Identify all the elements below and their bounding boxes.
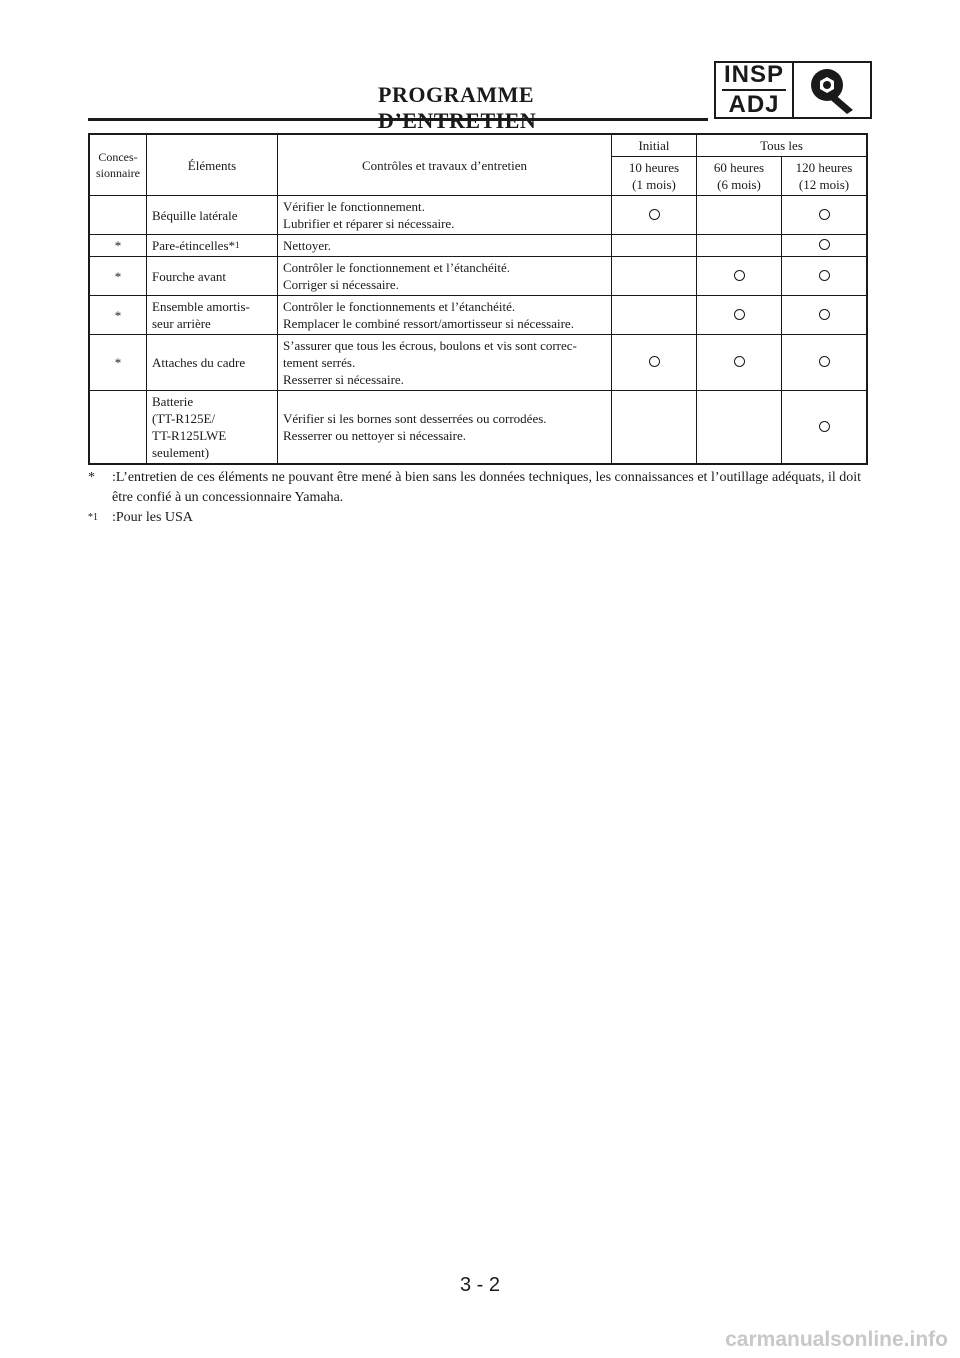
circle-mark-icon — [819, 209, 830, 220]
interval-cell-3 — [782, 196, 868, 235]
item-cell — [147, 196, 278, 235]
interval-cell-2 — [697, 391, 782, 465]
interval-cell-1 — [612, 335, 697, 391]
page-number: 3 - 2 — [459, 1274, 501, 1296]
circle-mark-icon — [819, 356, 830, 367]
table-row — [89, 257, 867, 296]
footnote-symbol-text: *1 — [88, 512, 98, 523]
interval-cell-1 — [612, 196, 697, 235]
table-row — [89, 296, 867, 335]
circle-mark-icon — [819, 270, 830, 281]
interval-cell-3 — [782, 335, 868, 391]
watermark: carmanualsonline.info — [725, 1328, 948, 1351]
checks-cell: S’assurer que tous les écrous, boulons et vis sont correc- tement serrés. Resserrer si nécessaire. — [278, 335, 612, 391]
circle-mark-icon — [734, 356, 745, 367]
dealer-cell: * — [89, 296, 147, 335]
interval-cell-3 — [782, 235, 868, 257]
item-cell — [147, 235, 278, 257]
header-item: Éléments — [147, 134, 278, 196]
header-initial: Initial — [612, 134, 697, 157]
circle-mark-icon — [819, 239, 830, 250]
interval-cell-2 — [697, 296, 782, 335]
header-checks: Contrôles et travaux d’entretien — [278, 134, 612, 196]
item-label: Batterie (TT-R125E/ TT-R125LWE seulement) — [152, 394, 227, 460]
item-label: Attaches du cadre — [152, 355, 246, 370]
header-dealer-label: Conces- sionnaire — [96, 150, 140, 180]
footnote-text: :Pour les USA — [112, 510, 193, 525]
item-superscript: 1 — [235, 240, 240, 250]
interval-cell-1 — [612, 257, 697, 296]
maintenance-table — [88, 133, 868, 465]
interval-cell-2 — [697, 257, 782, 296]
page-title: PROGRAMME — [378, 82, 535, 107]
circle-mark-icon — [734, 309, 745, 320]
item-label: Béquille latérale — [152, 207, 238, 223]
circle-mark-icon — [649, 356, 660, 367]
table-row — [89, 196, 867, 235]
interval-cell-1 — [612, 391, 697, 465]
item-cell — [147, 296, 278, 335]
interval-cell-3 — [782, 296, 868, 335]
table-body — [89, 196, 867, 465]
footnote-usa — [88, 508, 878, 528]
checks-cell: Vérifier si les bornes sont desserrées ou corrodées. Resserrer ou nettoyer si nécessaire. — [278, 391, 612, 465]
circle-mark-icon — [819, 421, 830, 432]
table-header-row — [89, 134, 867, 157]
dealer-cell: * — [89, 257, 147, 296]
dealer-cell: * — [89, 235, 147, 257]
table-row — [89, 335, 867, 391]
header-interval-2: 60 heures (6 mois) — [697, 157, 782, 196]
item-label: Fourche avant — [152, 268, 227, 284]
table-row — [89, 391, 867, 465]
circle-mark-icon — [649, 209, 660, 220]
circle-mark-icon — [734, 270, 745, 281]
header-rule — [88, 118, 708, 121]
header-every: Tous les — [697, 134, 868, 157]
footnote-text: :L’entretien de ces éléments ne pouvant être mené à bien sans les données techniques, les connaissances et l’outillage adéquats, il doit être confié à un concessionnaire Yamaha. — [112, 470, 862, 505]
checks-cell: Vérifier le fonctionnement. Lubrifier et réparer si nécessaire. — [278, 196, 612, 235]
checks-cell: Contrôler le fonctionnement et l’étanchéité. Corriger si nécessaire. — [278, 257, 612, 296]
badge-insp-label: INSP — [722, 63, 786, 91]
circle-mark-icon — [819, 309, 830, 320]
interval-cell-3 — [782, 391, 868, 465]
interval-cell-3 — [782, 257, 868, 296]
table-row — [89, 235, 867, 257]
footnote-dealer — [88, 468, 878, 508]
interval-cell-1 — [612, 235, 697, 257]
header-interval-1: 10 heures (1 mois) — [612, 157, 697, 196]
footnote-symbol — [88, 508, 112, 528]
item-label: Pare-étincelles* — [152, 238, 236, 253]
wrench-icon — [794, 63, 870, 117]
dealer-cell — [89, 196, 147, 235]
item-label: Ensemble amortis- seur arrière — [152, 299, 250, 331]
item-cell — [147, 391, 278, 465]
item-cell — [147, 257, 278, 296]
badge-text — [716, 63, 794, 117]
footnote-symbol: * — [88, 470, 95, 485]
dealer-cell: * — [89, 335, 147, 391]
item-cell — [147, 335, 278, 391]
interval-cell-2 — [697, 196, 782, 235]
footnotes — [88, 468, 878, 528]
interval-cell-2 — [697, 235, 782, 257]
interval-cell-1 — [612, 296, 697, 335]
badge-adj-label: ADJ — [728, 91, 780, 118]
header-dealer — [89, 134, 147, 196]
insp-adj-badge — [714, 61, 872, 119]
checks-cell: Nettoyer. — [278, 235, 612, 257]
checks-cell: Contrôler le fonctionnements et l’étanchéité. Remplacer le combiné ressort/amortisseur si nécessaire. — [278, 296, 612, 335]
dealer-cell — [89, 391, 147, 465]
interval-cell-2 — [697, 335, 782, 391]
header-interval-3: 120 heures (12 mois) — [782, 157, 868, 196]
